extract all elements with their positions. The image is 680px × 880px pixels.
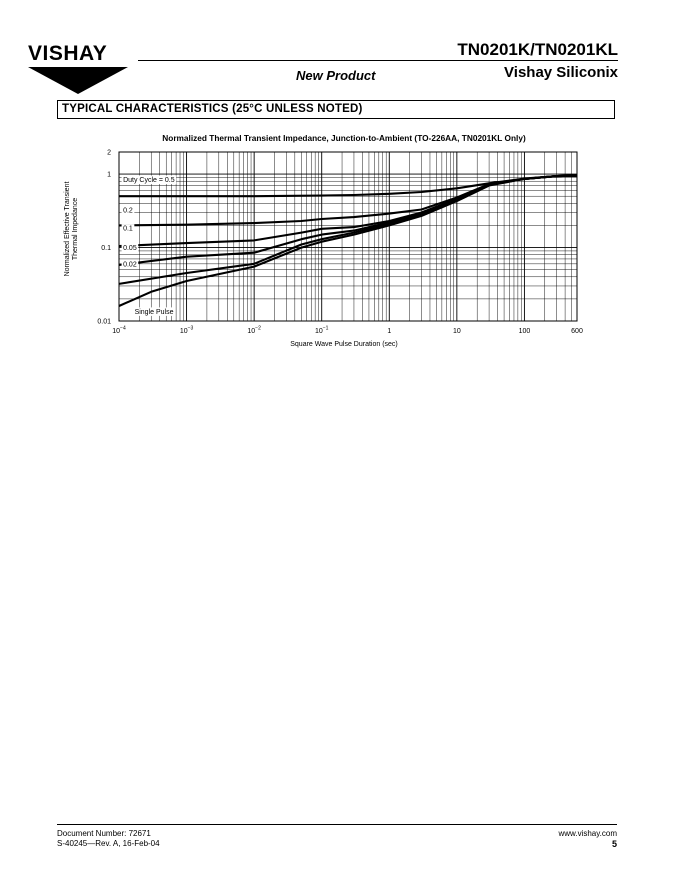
x-tick-label-0: $10^{-4}$: [112, 325, 126, 335]
company-name: Vishay Siliconix: [504, 64, 618, 81]
product-status: New Product: [296, 68, 376, 83]
x-tick-label-1: $10^{-3}$: [179, 325, 194, 335]
thermal-impedance-chart: [0, 125, 680, 355]
x-tick-label-4: 1: [387, 328, 392, 335]
y-tick-label-3: 0.01: [97, 318, 111, 326]
y-axis-label: [64, 182, 79, 277]
document-title: TN0201K/TN0201KL: [457, 40, 618, 59]
series-label-0: Duty Cycle = 0.5: [123, 177, 175, 185]
svg-text:VISHAY: VISHAY: [28, 42, 108, 65]
y-tick-label-2: 0.1: [101, 245, 111, 253]
x-tick-label-2: $10^{-2}$: [247, 325, 261, 335]
x-tick-label-6: 100: [518, 328, 531, 335]
vishay-logo: [26, 36, 130, 94]
footer-rule: [57, 824, 617, 825]
header-rule: [138, 60, 618, 61]
section-heading: TYPICAL CHARACTERISTICS (25°C UNLESS NOTED): [62, 103, 363, 115]
series-label-5: Single Pulse: [134, 308, 174, 316]
y-axis-label-line-1: Normalized Effective Transient: [64, 181, 71, 277]
y-tick-label-1: 1: [107, 171, 111, 179]
series-line-4: [119, 176, 577, 284]
chart-title: Normalized Thermal Transient Impedance, Junction-to-Ambient (TO-226AA, TN0201KL Only): [162, 133, 526, 143]
series-label-2: 0.1: [123, 225, 133, 233]
y-axis-label-line-2: Thermal Impedance: [72, 197, 79, 261]
x-tick-label-5: 10: [452, 328, 461, 335]
series-label-3: 0.05: [123, 245, 137, 253]
website-link[interactable]: www.vishay.com: [558, 829, 617, 838]
revision-info: S-40245—Rev. A, 16-Feb-04: [57, 839, 160, 848]
series-label-1: 0.2: [123, 207, 133, 215]
x-axis-ticks: [112, 326, 583, 336]
section-heading-box: [57, 100, 615, 119]
y-axis-ticks: [97, 150, 111, 326]
series-line-3: [119, 176, 577, 265]
x-tick-label-7: 600: [571, 328, 583, 335]
series-line-1: [119, 176, 577, 226]
x-axis-label: Square Wave Pulse Duration (sec): [290, 341, 398, 348]
chart-series-lines: [119, 176, 577, 306]
series-line-0: [119, 176, 577, 197]
document-number: Document Number: 72671: [57, 829, 151, 838]
series-label-4: 0.02: [123, 261, 137, 269]
page-number: 5: [611, 839, 617, 849]
x-tick-label-3: $10^{-1}$: [314, 325, 329, 335]
y-tick-label-0: 2: [107, 149, 111, 157]
